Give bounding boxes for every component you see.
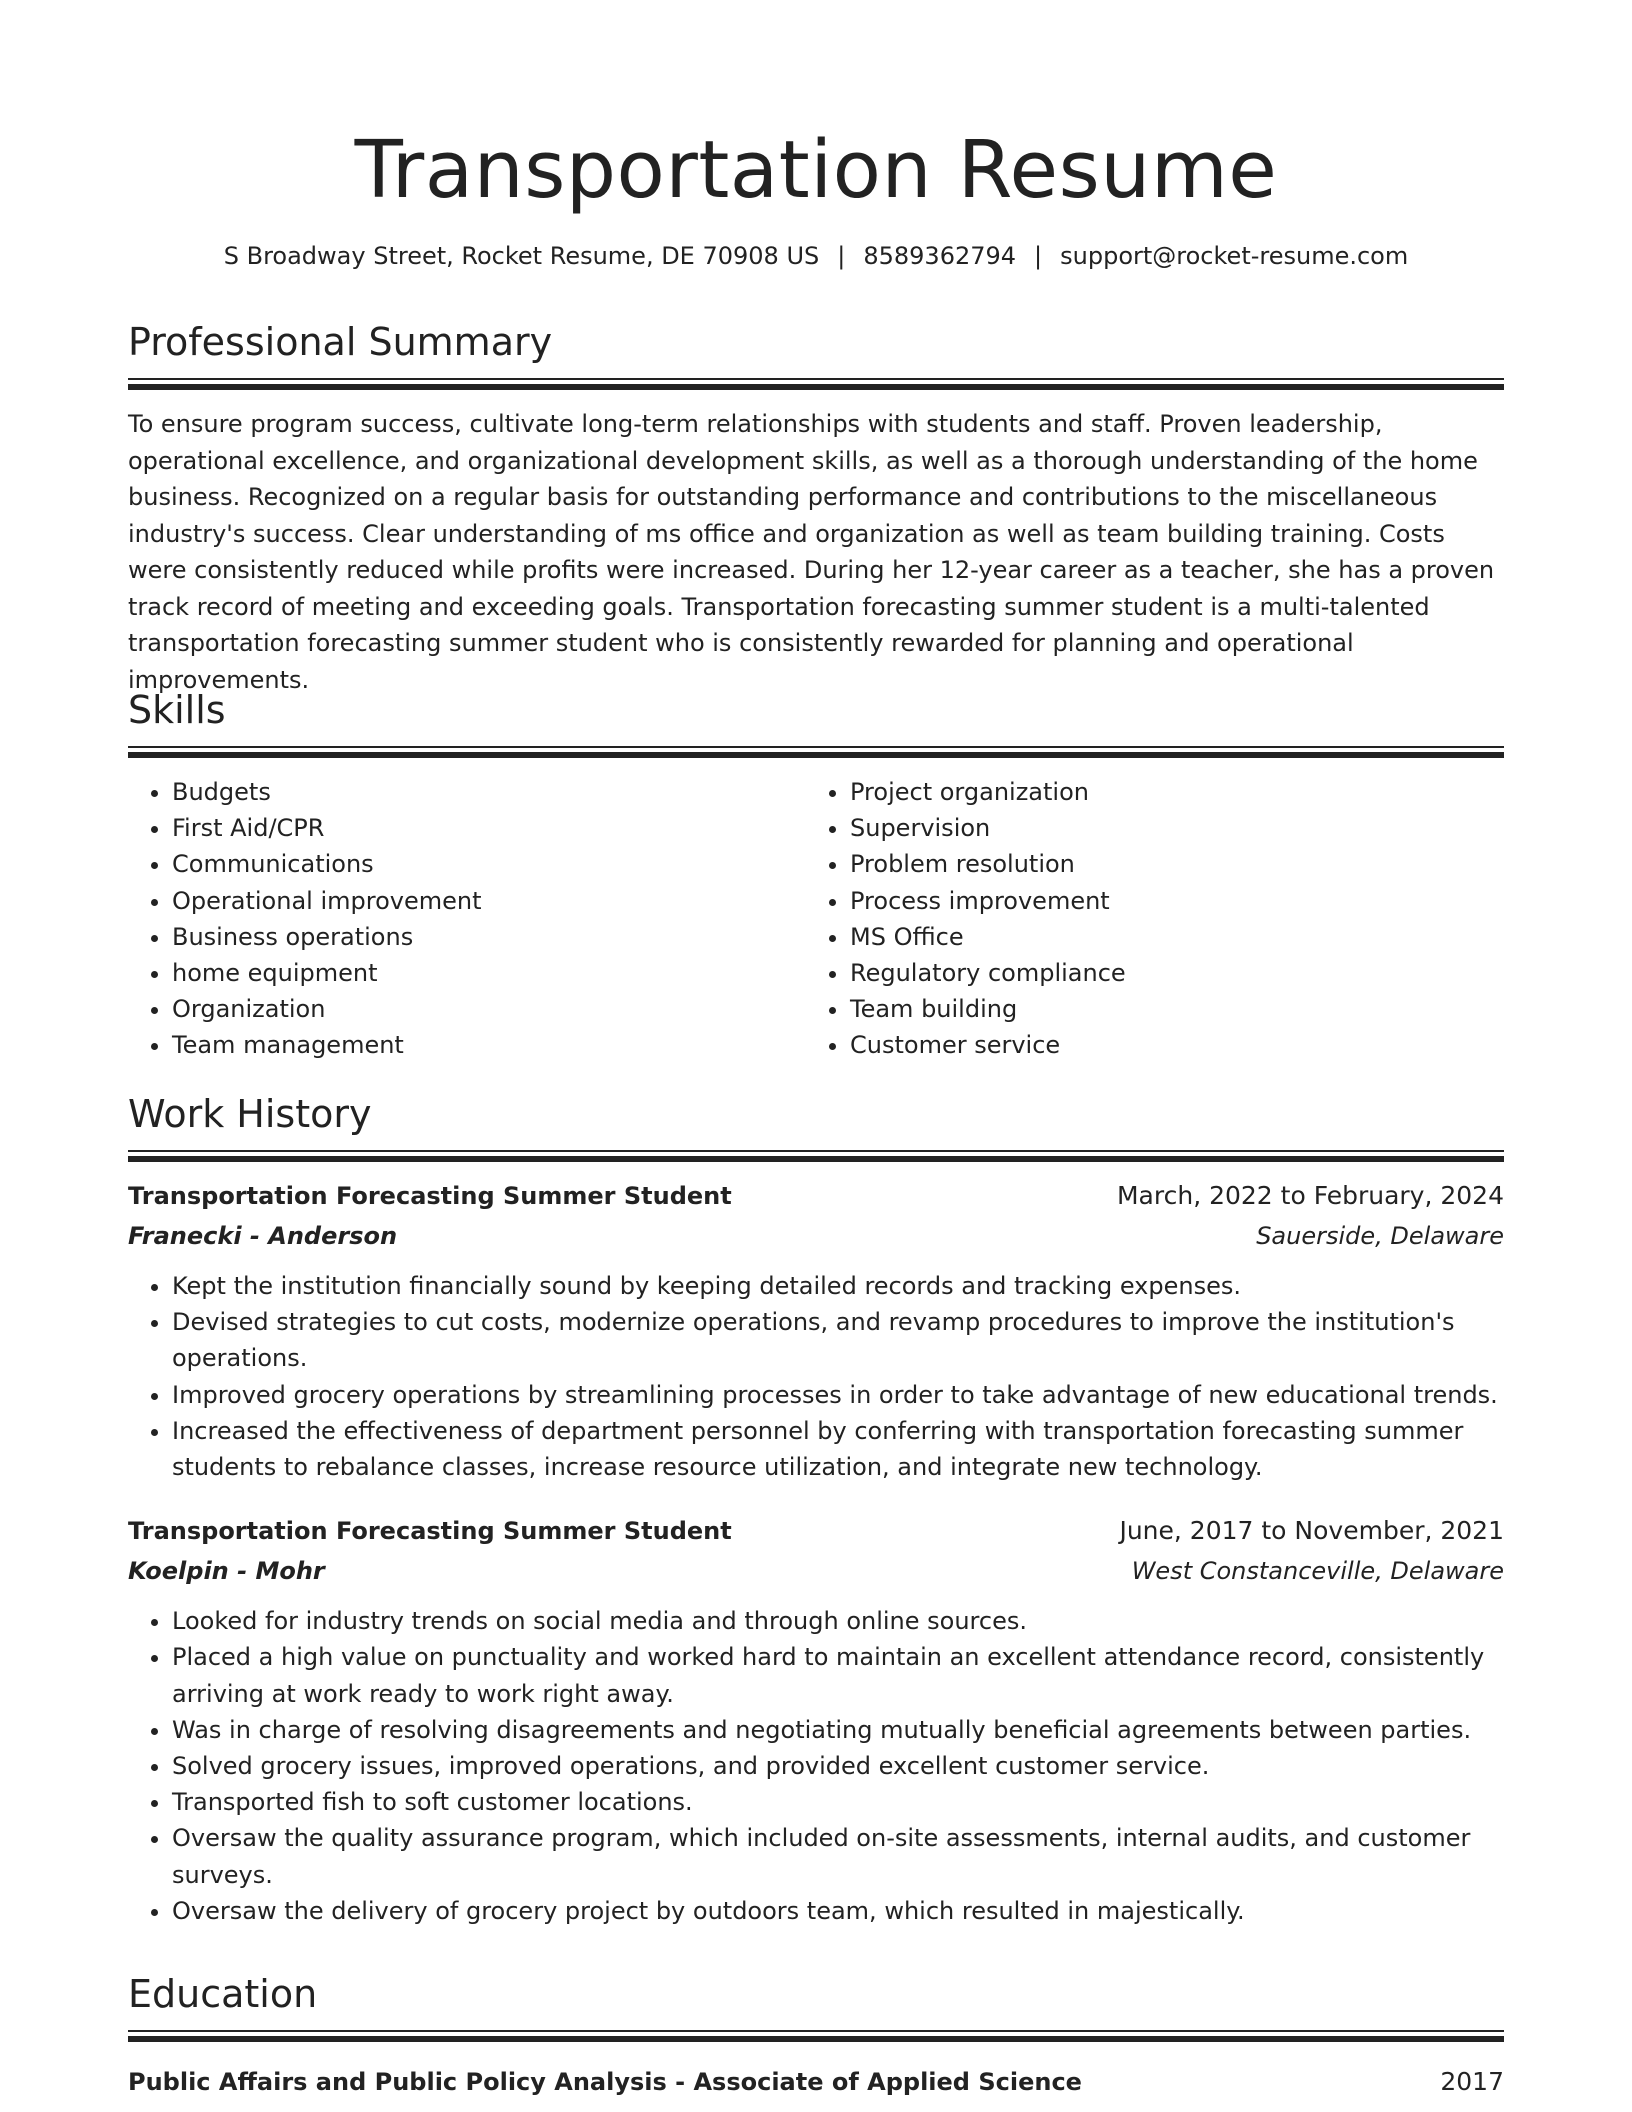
skill-item: • home equipment xyxy=(172,955,806,991)
education-entry xyxy=(128,2064,1504,2100)
job-bullet: • Transported fish to soft customer locations. xyxy=(172,1784,1504,1820)
job-entry xyxy=(128,1176,1504,1485)
job-bullet: • Oversaw the delivery of grocery project by outdoors team, which resulted in majestically. xyxy=(172,1893,1504,1929)
skill-item: • Supervision xyxy=(850,810,1484,846)
skills-list-right xyxy=(806,774,1484,1064)
skills-columns xyxy=(128,774,1504,1064)
skill-item: • Process improvement xyxy=(850,883,1484,919)
skill-item: • Budgets xyxy=(172,774,806,810)
contact-separator: | xyxy=(837,242,846,270)
education-year: 2017 xyxy=(1440,2067,1504,2096)
job-title: Transportation Forecasting Summer Student xyxy=(128,1182,732,1210)
education-section xyxy=(128,1970,1504,2100)
job-bullet: • Kept the institution financially sound by keeping detailed records and tracking expenses. xyxy=(172,1268,1504,1304)
work-history-section xyxy=(128,1090,1504,1929)
job-dates: June, 2017 to November, 2021 xyxy=(1119,1516,1504,1546)
resume-title: Transportation Resume xyxy=(354,124,1278,216)
contact-line xyxy=(128,238,1504,274)
skill-item: • Team management xyxy=(172,1027,806,1063)
skills-section xyxy=(128,686,1504,1064)
section-title-skills: Skills xyxy=(128,688,226,732)
job-bullets xyxy=(128,1268,1504,1485)
section-divider xyxy=(128,2030,1504,2042)
job-subheader xyxy=(128,1216,1504,1256)
skills-list-left xyxy=(128,774,806,1064)
skill-item: • Customer service xyxy=(850,1027,1484,1063)
section-divider xyxy=(128,378,1504,390)
summary-text: To ensure program success, cultivate long-term relationships with students and staff. Proven leadership, operational excellence, and organizational development skills, as well as a thorough understanding of the home business. Recognized on a regular basis for outstanding performance and contributions to the miscellaneous industry's success. Clear understanding of ms office and organization as well as team building training. Costs were consistently reduced while profits were increased. During her 12-year career as a teacher, she has a proven track record of meeting and exceeding goals. Transportation forecasting summer student is a multi-talented transportation forecasting summer student who is consistently rewarded for planning and operational improvements. xyxy=(128,410,1495,694)
job-bullet: • Looked for industry trends on social media and through online sources. xyxy=(172,1603,1504,1639)
skill-item: • Problem resolution xyxy=(850,846,1484,882)
skill-item: • Team building xyxy=(850,991,1484,1027)
job-subheader xyxy=(128,1551,1504,1591)
section-title-education: Education xyxy=(128,1972,318,2016)
job-bullet: • Oversaw the quality assurance program, which included on-site assessments, internal audits, and customer surveys. xyxy=(172,1820,1504,1892)
section-divider xyxy=(128,1150,1504,1162)
contact-address: S Broadway Street, Rocket Resume, DE 70908 US xyxy=(223,242,820,270)
job-bullets xyxy=(128,1603,1504,1929)
section-title-work: Work History xyxy=(128,1092,372,1136)
job-location: Sauerside, Delaware xyxy=(1256,1222,1504,1250)
job-location: West Constanceville, Delaware xyxy=(1131,1557,1504,1586)
job-company: Franecki - Anderson xyxy=(128,1222,398,1250)
job-dates: March, 2022 to February, 2024 xyxy=(1116,1181,1504,1210)
skill-item: • Business operations xyxy=(172,919,806,955)
job-bullet: • Increased the effectiveness of department personnel by conferring with transportation forecasting summer students to rebalance classes, increase resource utilization, and integrate new technology. xyxy=(172,1413,1504,1485)
skill-item: • MS Office xyxy=(850,919,1484,955)
job-bullet: • Improved grocery operations by streamlining processes in order to take advantage of new educational trends. xyxy=(172,1377,1504,1413)
skill-item: • Project organization xyxy=(850,774,1484,810)
job-header xyxy=(128,1511,1504,1551)
job-bullet: • Was in charge of resolving disagreements and negotiating mutually beneficial agreements between parties. xyxy=(172,1712,1504,1748)
job-header xyxy=(128,1176,1504,1216)
job-bullet: • Solved grocery issues, improved operations, and provided excellent customer service. xyxy=(172,1748,1504,1784)
skill-item: • Organization xyxy=(172,991,806,1027)
job-company: Koelpin - Mohr xyxy=(128,1557,325,1586)
contact-separator: | xyxy=(1034,242,1043,270)
skill-item: • Operational improvement xyxy=(172,883,806,919)
job-bullet: • Devised strategies to cut costs, modernize operations, and revamp procedures to improve the institution's operations. xyxy=(172,1304,1504,1376)
job-entry xyxy=(128,1511,1504,1929)
contact-phone: 8589362794 xyxy=(863,242,1017,270)
section-title-summary: Professional Summary xyxy=(128,320,553,364)
contact-email: support@rocket-resume.com xyxy=(1060,242,1409,270)
section-divider xyxy=(128,746,1504,758)
job-bullet: • Placed a high value on punctuality and worked hard to maintain an excellent attendance record, consistently arriving at work ready to work right away. xyxy=(172,1639,1504,1711)
skill-item: • First Aid/CPR xyxy=(172,810,806,846)
education-degree: Public Affairs and Public Policy Analysis - Associate of Applied Science xyxy=(128,2068,1082,2096)
skill-item: • Regulatory compliance xyxy=(850,955,1484,991)
job-title: Transportation Forecasting Summer Student xyxy=(128,1517,732,1546)
summary-section xyxy=(128,318,1504,698)
skill-item: • Communications xyxy=(172,846,806,882)
